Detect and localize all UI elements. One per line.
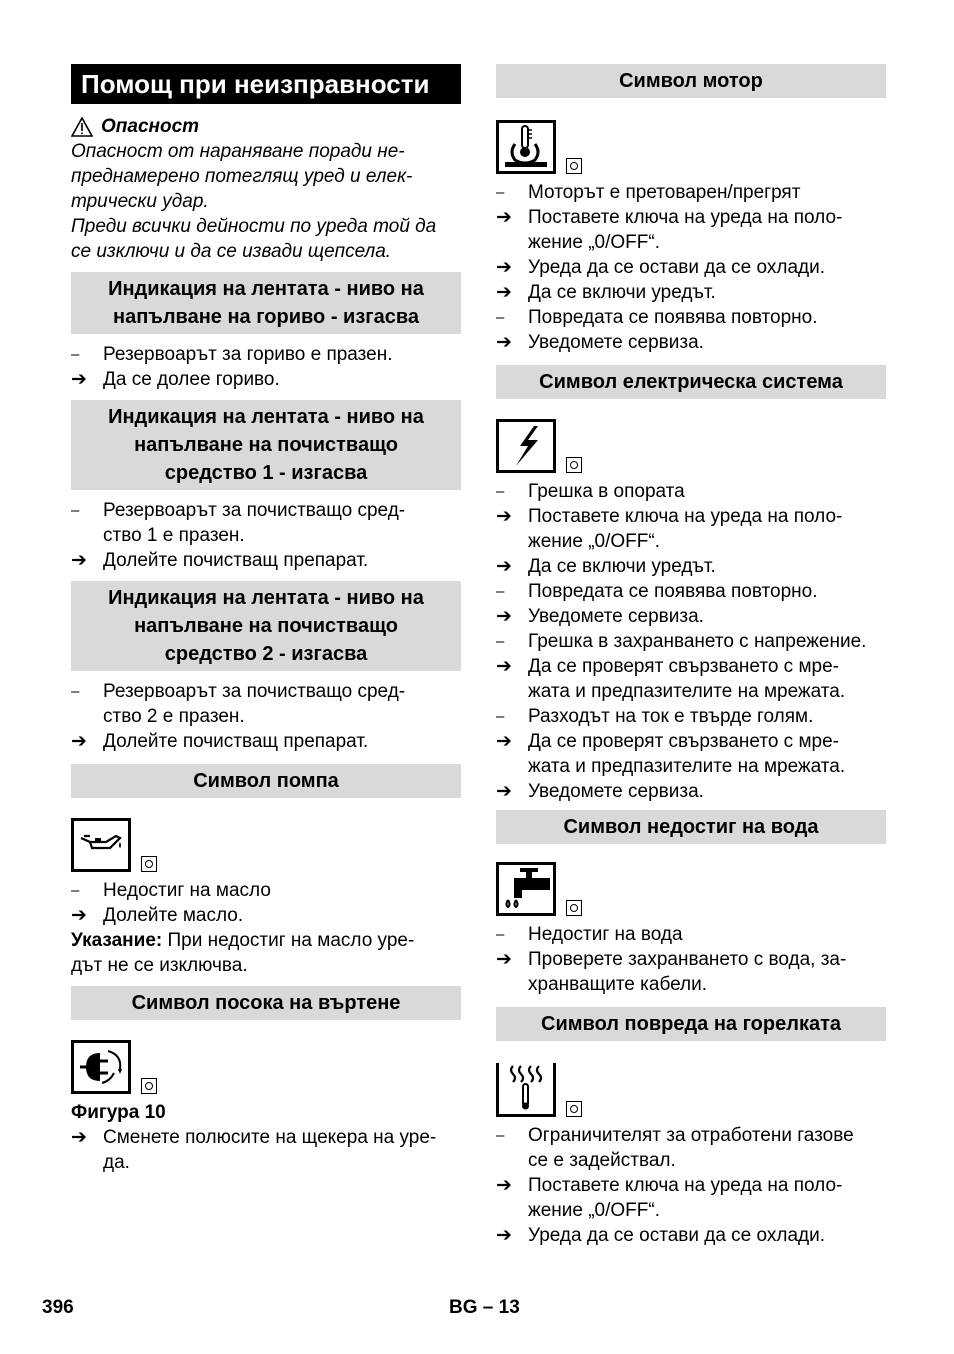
danger-text: се изключи и да се извади щепсела. [71, 241, 392, 262]
oil-can-icon [71, 818, 131, 872]
note-text: При недостиг на масло уре- [162, 930, 415, 951]
list-item [496, 255, 886, 280]
list-item [71, 498, 461, 523]
note-text: дът не се изключва. [71, 955, 248, 976]
arrow-bullet-icon: ➔ [496, 949, 512, 970]
water-tap-icon [496, 862, 556, 916]
list-item-text: Да се проверят свързването с мре- [528, 731, 839, 752]
dash-bullet: – [496, 184, 505, 201]
left-column [71, 64, 461, 1175]
list-item [496, 754, 886, 779]
list-item-text: Да се включи уредът. [528, 556, 716, 577]
list-item [496, 180, 886, 205]
list-item-text: Долейте почистващ препарат. [103, 550, 369, 571]
arrow-bullet-icon: ➔ [496, 257, 512, 278]
list-item-text: Разходът на ток е твърде голям. [528, 706, 814, 727]
list-item [496, 230, 886, 255]
heading-line: напълване на гориво - изгасва [112, 306, 420, 328]
section-heading-fuel [71, 272, 461, 334]
rotation-list [71, 1125, 461, 1175]
danger-text: Опасност от нараняване поради не- [71, 141, 405, 162]
arrow-bullet-icon: ➔ [71, 1127, 87, 1148]
list-item-text: Моторът е претоварен/прегрят [528, 182, 801, 203]
cleaner-1-list [71, 498, 461, 573]
arrow-bullet-icon: ➔ [496, 506, 512, 527]
list-item-text: жение „0/OFF“. [528, 232, 660, 253]
dash-bullet: – [71, 502, 80, 519]
list-item-text: Сменете полюсите на щекера на уре- [103, 1127, 437, 1148]
arrow-bullet-icon: ➔ [71, 550, 87, 571]
list-item [71, 367, 461, 392]
list-item-text: Повредата се появява повторно. [528, 307, 818, 328]
list-item [496, 504, 886, 529]
pump-list [71, 878, 461, 928]
arrow-bullet-icon: ➔ [71, 731, 87, 752]
list-item [496, 479, 886, 504]
list-item [496, 679, 886, 704]
list-item-text: Долейте масло. [103, 905, 244, 926]
list-item-text: Резервоарът за гориво е празен. [103, 344, 393, 365]
list-item-text: ство 1 е празен. [103, 525, 245, 546]
language-page-label: BG – 13 [449, 1297, 520, 1318]
list-item-text: жата и предпазителите на мрежата. [528, 756, 846, 777]
heading-line: Индикация на лентата - ниво на [108, 278, 424, 300]
list-item [496, 579, 886, 604]
dash-bullet [71, 704, 103, 729]
dash-bullet [496, 1148, 528, 1173]
list-item-text: Уведомете сервиза. [528, 332, 704, 353]
status-indicator-icon [566, 1101, 582, 1117]
section-heading-motor: Символ мотор [496, 64, 886, 98]
dash-bullet: – [496, 1127, 505, 1144]
list-item-text: Уреда да се остави да се охлади. [528, 257, 826, 278]
list-item-text: жата и предпазителите на мрежата. [528, 681, 846, 702]
dash-bullet: – [71, 346, 80, 363]
list-item [496, 1148, 886, 1173]
list-item-text: Проверете захранването с вода, за- [528, 949, 847, 970]
list-item [496, 529, 886, 554]
list-item [71, 903, 461, 928]
list-item-text: Ограничителят за отработени газове [528, 1125, 854, 1146]
list-item-text: Поставете ключа на уреда на поло- [528, 207, 843, 228]
list-item-text: Недостиг на масло [103, 880, 271, 901]
list-item [71, 1150, 461, 1175]
list-item-text: Грешка в опората [528, 481, 685, 502]
figure-ref: Фигура 10 [71, 1102, 166, 1123]
warning-triangle-icon [71, 117, 93, 137]
list-item [496, 205, 886, 230]
list-item [496, 654, 886, 679]
list-item [496, 704, 886, 729]
list-item [71, 523, 461, 548]
dash-bullet [496, 1198, 528, 1223]
section-heading-rotation: Символ посока на въртене [71, 986, 461, 1020]
list-item-text: Резервоарът за почистващо сред- [103, 681, 406, 702]
dash-bullet: – [496, 483, 505, 500]
danger-heading: Опасност [101, 116, 200, 137]
arrow-bullet-icon: ➔ [496, 1225, 512, 1246]
list-item-text: Недостиг на вода [528, 924, 683, 945]
dash-bullet: – [496, 926, 505, 943]
list-item [496, 1223, 886, 1248]
list-item-text: Поставете ключа на уреда на поло- [528, 1175, 843, 1196]
list-item [71, 1125, 461, 1150]
list-item [496, 629, 886, 654]
lightning-icon [496, 419, 556, 473]
status-indicator-icon [566, 900, 582, 916]
dash-bullet [496, 972, 528, 997]
burner-list [496, 1123, 886, 1248]
dash-bullet [496, 754, 528, 779]
list-item [496, 922, 886, 947]
list-item [496, 779, 886, 804]
arrow-bullet-icon: ➔ [496, 556, 512, 577]
list-item [496, 1173, 886, 1198]
page-title: Помощ при неизправности [71, 64, 461, 104]
arrow-bullet-icon: ➔ [496, 207, 512, 228]
list-item-text: жение „0/OFF“. [528, 1200, 660, 1221]
list-item-text: Да се включи уредът. [528, 282, 716, 303]
dash-bullet: – [71, 882, 80, 899]
arrow-bullet-icon: ➔ [496, 606, 512, 627]
note [71, 928, 461, 953]
status-indicator-icon [566, 457, 582, 473]
danger-text: преднамерено потеглящ уред и елек- [71, 166, 413, 187]
arrow-bullet-icon: ➔ [71, 905, 87, 926]
list-item [496, 330, 886, 355]
arrow-bullet-icon: ➔ [496, 731, 512, 752]
section-heading-cleaner-1 [71, 400, 461, 490]
heading-line: напълване на почистващо [134, 615, 398, 637]
list-item-text: жение „0/OFF“. [528, 531, 660, 552]
motor-temperature-icon [496, 120, 556, 174]
page-number: 396 [42, 1297, 74, 1318]
list-item-text: Поставете ключа на уреда на поло- [528, 506, 843, 527]
electrical-list [496, 479, 886, 804]
danger-text: Преди всички дейности по уреда той да [71, 216, 437, 237]
heading-line: средство 2 - изгасва [164, 643, 368, 665]
dash-bullet: – [496, 633, 505, 650]
dash-bullet [496, 230, 528, 255]
water-list [496, 922, 886, 997]
note-label: Указание: [71, 930, 163, 951]
list-item-text: Да се проверят свързването с мре- [528, 656, 839, 677]
list-item [71, 704, 461, 729]
list-item [496, 729, 886, 754]
list-item-text: Да се долее гориво. [103, 369, 280, 390]
section-heading-burner: Символ повреда на горелката [496, 1007, 886, 1041]
list-item [496, 305, 886, 330]
list-item-text: Уведомете сервиза. [528, 606, 704, 627]
list-item [496, 972, 886, 997]
fuel-list [71, 342, 461, 392]
list-item-text: Долейте почистващ препарат. [103, 731, 369, 752]
dash-bullet: – [496, 583, 505, 600]
list-item [496, 604, 886, 629]
arrow-bullet-icon: ➔ [496, 656, 512, 677]
arrow-bullet-icon: ➔ [71, 369, 87, 390]
heading-line: напълване на почистващо [134, 434, 398, 456]
dash-bullet: – [71, 683, 80, 700]
list-item-text: хранващите кабели. [528, 974, 708, 995]
plug-rotation-icon [71, 1040, 131, 1094]
list-item [496, 1123, 886, 1148]
motor-list [496, 180, 886, 355]
list-item-text: Резервоарът за почистващо сред- [103, 500, 406, 521]
list-item [496, 280, 886, 305]
danger-text: трически удар. [71, 191, 209, 212]
arrow-bullet-icon: ➔ [496, 781, 512, 802]
heading-line: Индикация на лентата - ниво на [108, 406, 424, 428]
burner-heat-icon [496, 1063, 556, 1117]
list-item [71, 729, 461, 754]
heading-line: средство 1 - изгасва [164, 462, 368, 484]
list-item-text: Уреда да се остави да се охлади. [528, 1225, 826, 1246]
list-item-text: Повредата се появява повторно. [528, 581, 818, 602]
arrow-bullet-icon: ➔ [496, 332, 512, 353]
list-item [71, 342, 461, 367]
list-item-text: да. [103, 1152, 130, 1173]
section-heading-cleaner-2 [71, 581, 461, 671]
dash-bullet: – [496, 708, 505, 725]
list-item-text: се е задействал. [528, 1150, 676, 1171]
arrow-bullet-icon: ➔ [496, 282, 512, 303]
dash-bullet [71, 523, 103, 548]
list-item-text: Уведомете сервиза. [528, 781, 704, 802]
status-indicator-icon [141, 856, 157, 872]
list-item-text: Грешка в захранването с напрежение. [528, 631, 867, 652]
right-column [496, 64, 886, 1248]
list-item [71, 548, 461, 573]
list-item [496, 947, 886, 972]
list-item [496, 554, 886, 579]
list-item [71, 878, 461, 903]
arrow-bullet-icon: ➔ [496, 1175, 512, 1196]
section-heading-pump: Символ помпа [71, 764, 461, 798]
section-heading-water: Символ недостиг на вода [496, 810, 886, 844]
section-heading-electrical: Символ електрическа система [496, 365, 886, 399]
dash-bullet [496, 529, 528, 554]
heading-line: Индикация на лентата - ниво на [108, 587, 424, 609]
status-indicator-icon [566, 158, 582, 174]
cleaner-2-list [71, 679, 461, 754]
status-indicator-icon [141, 1078, 157, 1094]
list-item [496, 1198, 886, 1223]
dash-bullet [71, 1150, 103, 1175]
dash-bullet: – [496, 309, 505, 326]
danger-block [71, 114, 461, 264]
list-item [71, 679, 461, 704]
list-item-text: ство 2 е празен. [103, 706, 245, 727]
dash-bullet [496, 679, 528, 704]
